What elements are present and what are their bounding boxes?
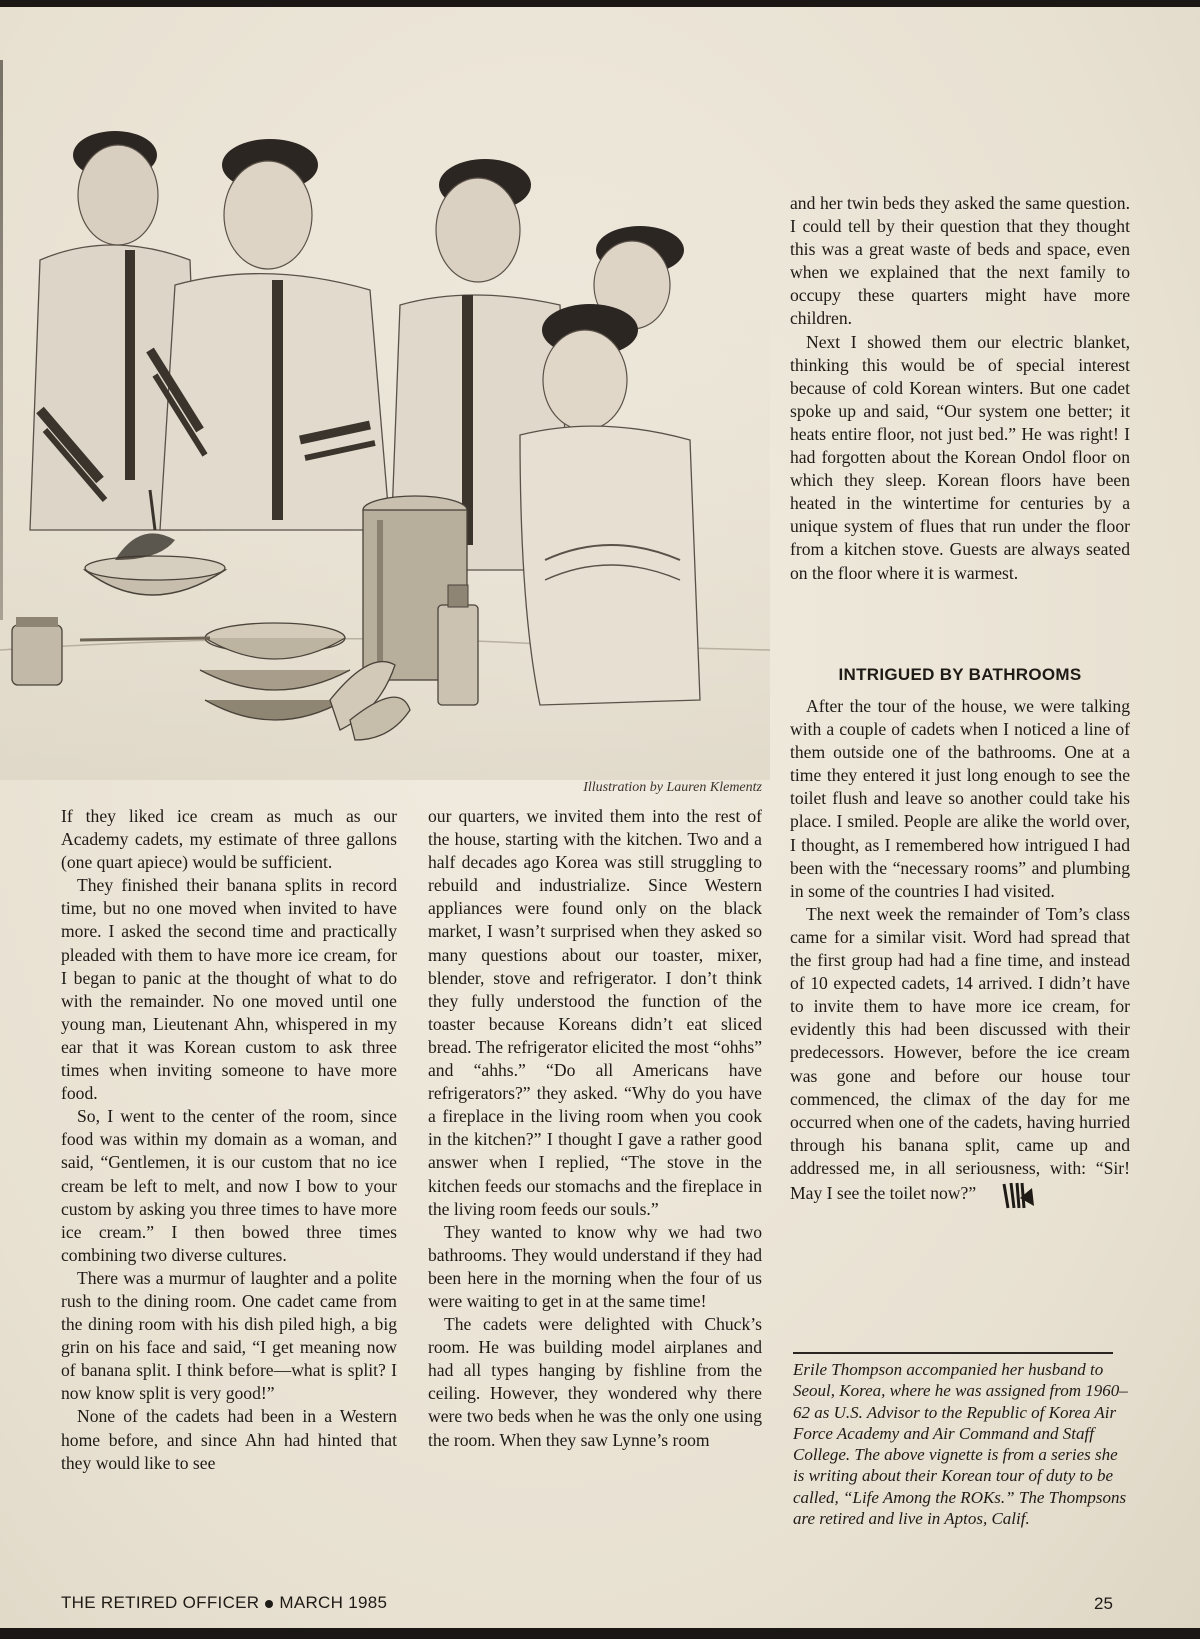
bullet-icon bbox=[265, 1600, 273, 1608]
jar-drawing bbox=[12, 617, 62, 685]
article-column-3-top bbox=[790, 192, 1130, 585]
paragraph: None of the cadets had been in a Western home before, and since Ahn had hinted that they would like to see bbox=[61, 1406, 397, 1473]
closing-paragraph-text: The next week the remainder of Tom’s class came for a similar visit. Word had spread that the first group had had a fine time, and instead of 10 expected cadets, 14 arrived. I didn’t have to invite them to have more ice cream, for evidently this had been discussed with their predecessors. However, before the ice cream was gone and before our house tour commenced, the climax of the day for me occurred when one of the cadets, having hurried through his banana split, came up and addressed me, in all seriousness, with: “Sir! May I see the toilet now?” bbox=[790, 903, 1130, 1204]
cadets-illustration bbox=[0, 90, 770, 780]
spoon-drawing bbox=[80, 638, 210, 640]
paragraph: There was a murmur of laughter and a polite rush to the dining room. One cadet came from the dining room with his dish piled high, a big grin on his face and said, “I get meaning now of banana split. I think before—what is split? I now know split is very good!” bbox=[61, 1267, 397, 1404]
scan-bottom-edge bbox=[0, 1628, 1200, 1639]
author-bio: Erile Thompson accompanied her husband to Seoul, Korea, where he was assigned from 1960–62 as U.S. Advisor to the Republic of Korea Air Force Academy and Air Command and Staff College. The above vignette is from a series she is writing about their Korean tour of duty to be called, “Life Among the ROKs.” The Thompsons are retired and live in Aptos, Calif. bbox=[793, 1360, 1128, 1529]
running-footer bbox=[61, 1593, 387, 1613]
issue-date: MARCH 1985 bbox=[279, 1593, 388, 1612]
article-column-1 bbox=[61, 805, 397, 1475]
end-of-article-icon bbox=[986, 1180, 1020, 1210]
scan-top-edge bbox=[0, 0, 1200, 7]
paragraph: They wanted to know why we had two bathrooms. They would understand if they had been here in the morning when the four of us were waiting to get in at the same time! bbox=[428, 1221, 762, 1311]
illustration-caption: Illustration by Lauren Klementz bbox=[583, 780, 762, 795]
paragraph: After the tour of the house, we were talking with a couple of cadets when I noticed a line of them outside one of the bathrooms. One at a time they entered it just long enough to see the toilet flush and leave so another could take his place. I smiled. People are alike the world over, I thought, as I remembered how intrigued I had been with the “necessary rooms” and plumbing in some of the countries I had visited. bbox=[790, 696, 1130, 901]
article-column-2 bbox=[428, 805, 762, 1452]
stacked-bowls-drawing bbox=[200, 623, 350, 720]
paragraph: our quarters, we invited them into the rest of the house, starting with the kitchen. Two and a half decades ago Korea was still struggling to rebuild and industrialize. Since Western appliances were found only on the black market, I wasn’t surprised when they asked so many questions about our toaster, mixer, blender, stove and refrigerator. I don’t think they fully understood the function of the toaster because Koreans didn’t eat sliced bread. The refrigerator elicited the most “ohhs” and “ahhs.” “Do all Americans have refrigerators?” they asked. “Why do you have a fireplace in the living room when you cook in the kitchen?” I thought I gave a rather good answer when I replied, “The stove in the kitchen feeds our stomachs and the fireplace in the living room feeds our souls.” bbox=[428, 806, 762, 1219]
paragraph: Next I showed them our electric blanket, thinking this would be of special interest because of cold Korean winters. But one cadet spoke up and said, “Our system one better; it heats entire floor, not just bed.” He was right! I had forgotten about the Korean Ondol floor on which they sleep. Korean floors have been heated in the wintertime for centuries by a unique system of flues that run under the floor from a kitchen stove. Guests are always seated on the floor where it is warmest. bbox=[790, 331, 1130, 583]
paragraph: If they liked ice cream as much as our Academy cadets, my estimate of three gallons (one quart apiece) would be sufficient. bbox=[61, 806, 397, 873]
publication-name: THE RETIRED OFFICER bbox=[61, 1593, 260, 1612]
paragraph: So, I went to the center of the room, since food was within my domain as a woman, and said, “Gentlemen, it is our custom that no ice cream be left to melt, and now I bow to your custom by asking you three times to have more ice cream.” I then bowed three times combining two diverse cultures. bbox=[61, 1106, 397, 1265]
paragraph bbox=[790, 903, 1130, 1210]
bio-divider bbox=[793, 1352, 1113, 1354]
paragraph: and her twin beds they asked the same question. I could tell by their question that they thought this was a great waste of beds and space, even when we explained that the next family to occupy these quarters might have more children. bbox=[790, 193, 1130, 329]
section-heading: INTRIGUED BY BATHROOMS bbox=[838, 665, 1082, 684]
article-column-3-bottom bbox=[790, 695, 1130, 1210]
page-number: 25 bbox=[1094, 1594, 1113, 1613]
paragraph: They finished their banana splits in record time, but no one moved when invited to have more. I asked the second time and practically pleaded with them to have more ice cream, for I began to panic at the thought of what to do with the remainder. No one moved until one young man, Lieutenant Ahn, whispered in my ear that it was Korean custom to ask three times when inviting someone to have more food. bbox=[61, 875, 397, 1104]
paragraph: The cadets were delighted with Chuck’s room. He was building model airplanes and had all types hanging by fishline from the ceiling. However, they wondered why there were two beds when he was the only one using the room. When they saw Lynne’s room bbox=[428, 1314, 762, 1450]
